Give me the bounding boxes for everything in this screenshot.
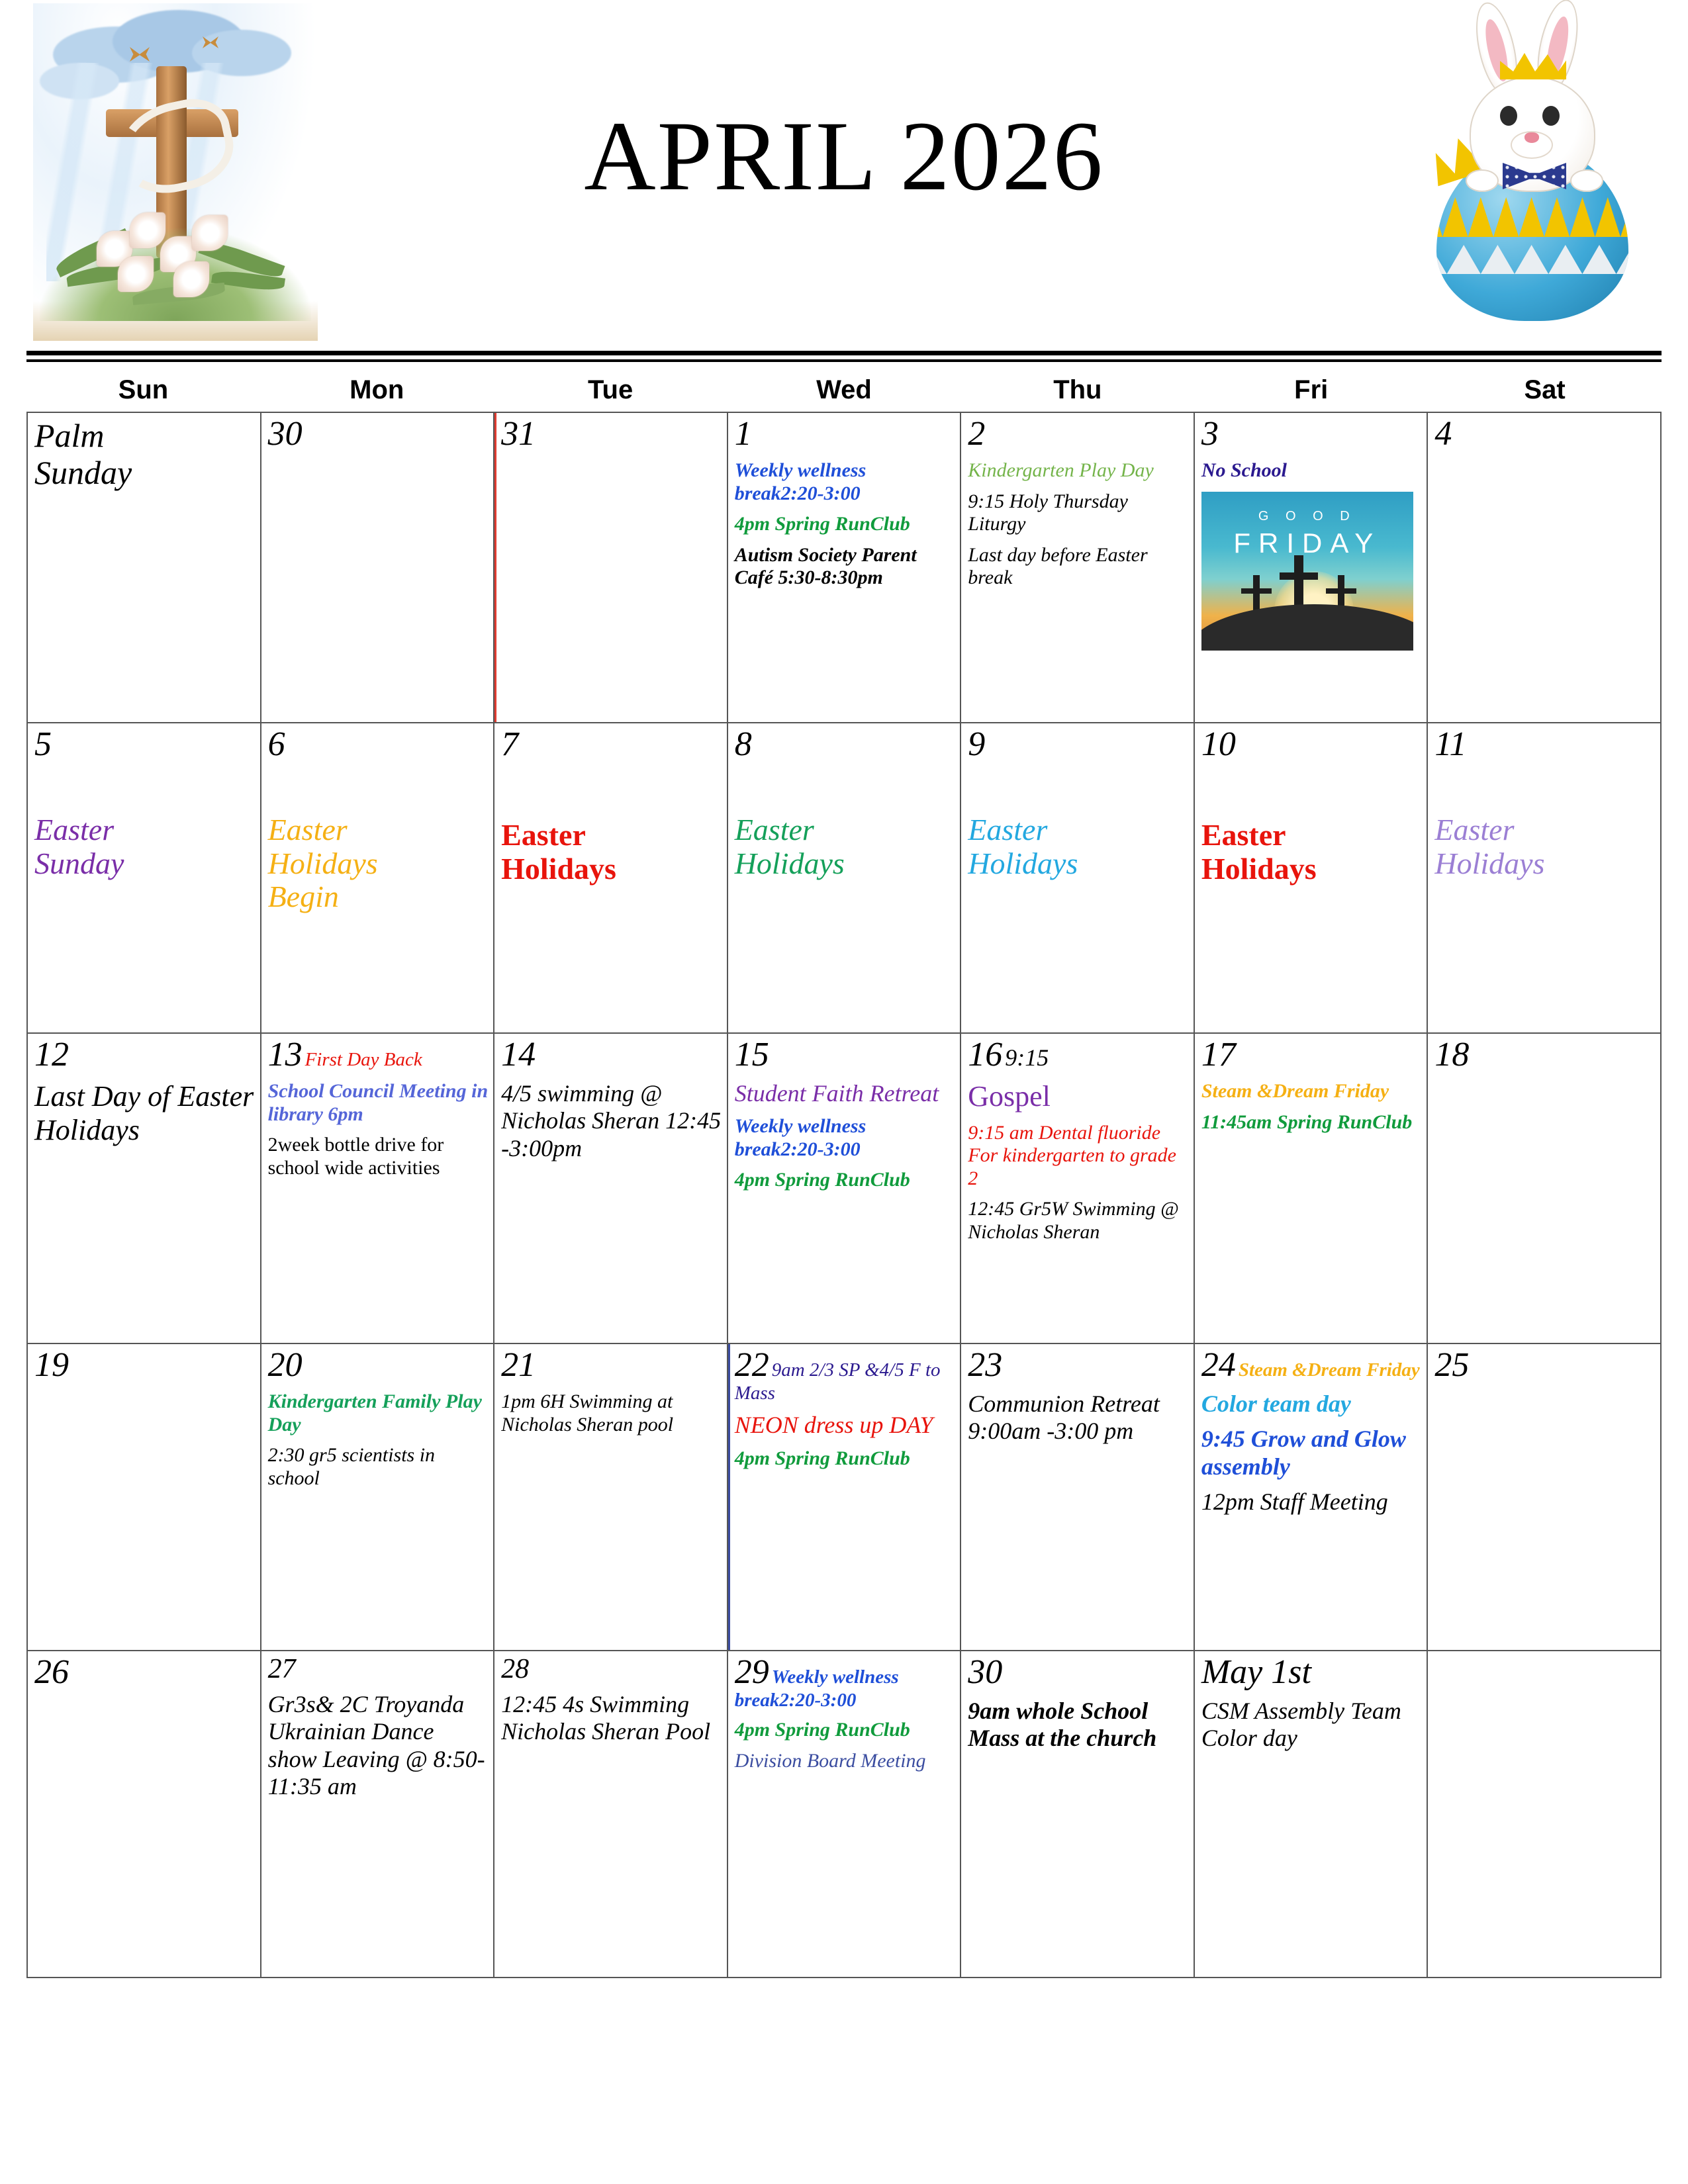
- day-number: 20: [267, 1346, 303, 1384]
- holiday-label: Easter Sunday: [34, 813, 124, 880]
- calendar-week-row: [27, 1651, 1661, 1978]
- day-inline-note: 9:15: [1005, 1044, 1049, 1071]
- day-event: Communion Retreat 9:00am -3:00 pm: [968, 1390, 1160, 1445]
- day-number: 23: [968, 1346, 1003, 1384]
- calendar-day-cell[interactable]: [961, 1343, 1194, 1651]
- day-number: 12: [34, 1036, 69, 1073]
- day-number: 21: [501, 1346, 536, 1384]
- day-event: Gr3s& 2C Troyanda Ukrainian Dance show Leaving @ 8:50-11:35 am: [267, 1691, 485, 1800]
- calendar-day-cell[interactable]: [1427, 1033, 1661, 1343]
- day-number: 16: [968, 1036, 1003, 1073]
- day-number: 29: [734, 1653, 769, 1691]
- day-number: 22: [734, 1346, 769, 1384]
- calendar-day-cell[interactable]: [27, 723, 261, 1033]
- day-event: 4/5 swimming @ Nicholas Sheran 12:45 -3:00pm: [501, 1080, 722, 1161]
- easter-bunny-egg-icon: [1410, 13, 1648, 331]
- calendar-day-cell[interactable]: [1194, 723, 1428, 1033]
- weekday-fri: Fri: [1294, 375, 1329, 404]
- day-number: 9: [968, 725, 986, 763]
- day-number: 30: [968, 1653, 1003, 1691]
- calendar-day-cell[interactable]: [727, 723, 961, 1033]
- day-event: Weekly wellness break2:20-3:00: [734, 1115, 867, 1160]
- day-event: 4pm Spring RunClub: [734, 1719, 910, 1741]
- day-number: 18: [1434, 1036, 1470, 1073]
- day-inline-note: Weekly wellness break2:20-3:00: [734, 1666, 899, 1711]
- day-number: 7: [501, 725, 519, 763]
- day-event: 12:45 4s Swimming Nicholas Sheran Pool: [501, 1691, 711, 1745]
- calendar-day-cell[interactable]: [494, 1651, 727, 1978]
- calendar-day-cell[interactable]: [727, 412, 961, 723]
- day-event: Color team day: [1201, 1390, 1351, 1417]
- calendar-day-cell[interactable]: [727, 1343, 961, 1651]
- holiday-label: Easter Holidays: [501, 818, 616, 886]
- calendar-day-cell[interactable]: [27, 412, 261, 723]
- day-event: Gospel: [968, 1080, 1051, 1113]
- weekday-tue: Tue: [588, 375, 633, 404]
- calendar-day-cell[interactable]: [494, 723, 727, 1033]
- calendar-day-cell[interactable]: [1194, 1343, 1428, 1651]
- day-number: 17: [1201, 1036, 1236, 1073]
- day-inline-note: First Day Back: [305, 1049, 422, 1070]
- calendar-day-cell[interactable]: [961, 412, 1194, 723]
- weekday-header-row: [26, 375, 1662, 405]
- calendar-day-cell[interactable]: [727, 1651, 961, 1978]
- calendar-day-cell[interactable]: [494, 1343, 727, 1651]
- calendar-day-cell[interactable]: [27, 1033, 261, 1343]
- day-number: 2: [968, 415, 986, 453]
- day-event: 9:15 am Dental fluoride For kindergarten to grade 2: [968, 1121, 1176, 1189]
- day-event: 9:15 Holy Thursday Liturgy: [968, 490, 1128, 535]
- day-event: Kindergarten Play Day: [968, 459, 1154, 481]
- day-event: 2week bottle drive for school wide activities: [267, 1134, 444, 1179]
- day-event: 9am whole School Mass at the church: [968, 1698, 1157, 1752]
- calendar-day-cell[interactable]: [261, 412, 494, 723]
- day-number: 28: [501, 1654, 530, 1684]
- weekday-wed: Wed: [816, 375, 872, 404]
- day-number: 19: [34, 1346, 69, 1384]
- holiday-label: Easter Holidays Begin: [267, 813, 378, 914]
- day-number: 10: [1201, 725, 1236, 763]
- calendar-day-cell[interactable]: [261, 723, 494, 1033]
- day-event: School Council Meeting in library 6pm: [267, 1080, 489, 1125]
- day-event: 12:45 Gr5W Swimming @ Nicholas Sheran: [968, 1198, 1179, 1243]
- day-number: 15: [734, 1036, 769, 1073]
- day-number: 27: [267, 1654, 296, 1684]
- calendar-week-row: [27, 1033, 1661, 1343]
- day-event: 4pm Spring RunClub: [734, 513, 910, 535]
- day-event: Student Faith Retreat: [734, 1080, 939, 1107]
- weekday-sun: Sun: [118, 375, 169, 404]
- day-number: 3: [1201, 415, 1219, 453]
- page-title: APRIL 2026: [584, 101, 1104, 211]
- day-event: Steam &Dream Friday: [1201, 1080, 1389, 1102]
- day-event: 4pm Spring RunClub: [734, 1169, 910, 1191]
- calendar-day-cell[interactable]: [261, 1033, 494, 1343]
- day-number: 30: [267, 415, 303, 453]
- day-event: CSM Assembly Team Color day: [1201, 1698, 1401, 1752]
- day-event: 2:30 gr5 scientists in school: [267, 1444, 436, 1489]
- day-number: 4: [1434, 415, 1452, 453]
- calendar-day-cell[interactable]: [261, 1343, 494, 1651]
- day-number: 8: [734, 725, 752, 763]
- calendar-day-cell[interactable]: [961, 1651, 1194, 1978]
- holiday-label: Easter Holidays: [968, 813, 1078, 880]
- day-number: 11: [1434, 725, 1467, 763]
- calendar-day-cell[interactable]: [1427, 723, 1661, 1033]
- calendar-day-cell[interactable]: [261, 1651, 494, 1978]
- day-event: 11:45am Spring RunClub: [1201, 1111, 1413, 1133]
- holiday-label: Easter Holidays: [1434, 813, 1545, 880]
- day-event: Kindergarten Family Play Day: [267, 1390, 482, 1435]
- calendar-week-row: [27, 1343, 1661, 1651]
- day-number: 13: [267, 1036, 303, 1073]
- day-event: Division Board Meeting: [734, 1749, 926, 1772]
- day-number: May 1st: [1201, 1653, 1311, 1691]
- day-number: 26: [34, 1653, 69, 1691]
- header-divider: [26, 351, 1662, 365]
- calendar-week-row: [27, 723, 1661, 1033]
- calendar-day-cell[interactable]: [1194, 1033, 1428, 1343]
- day-event: 1pm 6H Swimming at Nicholas Sheran pool: [501, 1390, 674, 1435]
- day-event: Autism Society Parent Café 5:30-8:30pm: [734, 543, 917, 588]
- day-number: 5: [34, 725, 52, 763]
- weekday-thu: Thu: [1053, 375, 1102, 404]
- day-event: Last day before Easter break: [968, 543, 1148, 588]
- page-header: [26, 0, 1662, 351]
- day-number: 1: [734, 415, 752, 453]
- day-event: 9:45 Grow and Glow assembly: [1201, 1426, 1406, 1480]
- day-number: 25: [1434, 1346, 1470, 1384]
- holiday-label: Easter Holidays: [1201, 818, 1317, 886]
- calendar-day-cell[interactable]: [27, 1343, 261, 1651]
- day-number: 24: [1201, 1346, 1236, 1384]
- calendar-day-cell[interactable]: [1194, 412, 1428, 723]
- day-event: NEON dress up DAY: [734, 1412, 933, 1439]
- calendar-week-row: [27, 412, 1661, 723]
- calendar-day-cell[interactable]: [961, 723, 1194, 1033]
- calendar-day-cell[interactable]: [1427, 1651, 1661, 1978]
- calendar-day-cell[interactable]: [1427, 1343, 1661, 1651]
- calendar-day-cell[interactable]: [494, 1033, 727, 1343]
- calendar-grid: [26, 412, 1662, 1978]
- day-event: Last Day of Easter Holidays: [34, 1080, 254, 1146]
- holiday-label: Easter Holidays: [734, 813, 845, 880]
- day-inline-note: Steam &Dream Friday: [1238, 1359, 1420, 1381]
- weekday-sat: Sat: [1524, 375, 1566, 404]
- good-friday-image: G O O D FRIDAY: [1201, 492, 1413, 651]
- day-number: Palm Sunday: [34, 417, 132, 491]
- calendar-day-cell[interactable]: [494, 412, 727, 723]
- day-number: 31: [501, 415, 536, 453]
- day-number: 6: [267, 725, 285, 763]
- day-inline-note: 9am 2/3 SP &4/5 F to Mass: [734, 1359, 941, 1404]
- weekday-mon: Mon: [350, 375, 404, 404]
- day-number: 14: [501, 1036, 536, 1073]
- calendar-day-cell[interactable]: [27, 1651, 261, 1978]
- calendar-day-cell[interactable]: [1194, 1651, 1428, 1978]
- calendar-day-cell[interactable]: [1427, 412, 1661, 723]
- day-event: 12pm Staff Meeting: [1201, 1488, 1388, 1516]
- day-event: No School: [1201, 459, 1287, 481]
- day-event: 4pm Spring RunClub: [734, 1447, 910, 1469]
- day-event: Weekly wellness break2:20-3:00: [734, 459, 867, 504]
- calendar-day-cell[interactable]: [727, 1033, 961, 1343]
- calendar-day-cell[interactable]: [961, 1033, 1194, 1343]
